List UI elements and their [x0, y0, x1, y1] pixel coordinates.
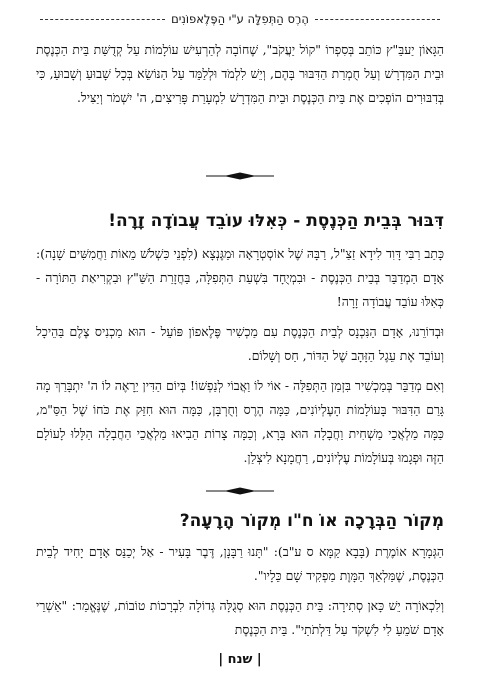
section-paragraph: וְלִכְאוֹרָה יֵשׁ כָּאן סְתִירָה: בֵּית הַכְּנֶסֶת הוּא סְגֻלָּה גְּדוֹלָה לִבְרָכוֹת טוֹבוֹת, שֶׁנֶּאֱמַר: "אַשְׁרֵי אָדָם שֹׁמֵעַ לִי לִשְׁקֹד עַל דַּלְתֹתַי". בֵּית הַכְּנֶסֶת: [36, 598, 444, 637]
section-divider-ornament: [0, 172, 480, 180]
section-paragraph: הַגְּמָרָא אוֹמֶרֶת (בָּבָא קַמָּא ס ע"ב): "תָּנוּ רַבָּנָן, דֶּבֶר בָּעִיר - אַל יְכַנֵּס אָדָם יָחִיד לְבֵית הַכְּנֶסֶת, שֶׁמַּלְאַךְ הַמָּוֶת מַפְקִיד שָׁם כֵּלָיו".: [36, 544, 444, 583]
page-number: | שנח |: [218, 652, 262, 667]
section-paragraph: וְאִם מְדַבֵּר בְּמַכְשִׁיר בִּזְמַן הַתְּפִלָּה - אוֹי לוֹ וַאֲבוֹי לְנַפְשׁוֹ! בְּיוֹם הַדִּין יֵרָאֶה לוֹ ה' יִתְבָּרַךְ מָה גָּרַם הַדִּבּוּר בָּעוֹלָמוֹת הָעֶלְיוֹנִים, כַּמָּה הֶרֶס וְחֻרְבָּן, כַּמָּה הוּא חִזֵּק אֶת כֹּחוֹ שֶׁל הַסַּ"מ, כַּמָּה מַלְאֲכֵי מַשְׁחִית וַחֲבָלָה הוּא בָּרָא, וְכַמָּה צָרוֹת הֵבִיאוּ מַלְאֲכֵי הַחֲבָלָה הַלָּלוּ לָעוֹלָם הַזֶּה וּפְגָמוּ בְּעוֹלָמוֹת עֶלְיוֹנִים, רַחֲמָנָא לִיצְלַן.: [36, 378, 444, 465]
section-paragraph: כָּתַב רַבִּי דָּוִד לִידָא זַצַ"ל, רַבָּהּ שֶׁל אוֹסְטְרָאָה וּמַגֶּנְצָא (לִפְנֵי כִּשְׁלֹשׁ מֵאוֹת וַחֲמִשִּׁים שָׁנָה): אָדָם הַמְדַבֵּר בְּבֵית הַכְּנֶסֶת - וּבִמְיֻחָד בִּשְׁעַת הַתְּפִלָּה, בַּחֲזָרַת הַשַּׁ"ץ וּבִקְרִיאַת הַתּוֹרָה - כְּאִלּוּ עוֹבֵד עֲבוֹדָה זָרָה!: [36, 246, 444, 309]
header-rule-right: [315, 19, 440, 20]
section-divider-ornament: [0, 487, 480, 495]
header-rule-left: [40, 19, 165, 20]
section-title: מְקוֹר הַבְּרָכָה אוֹ ח"ו מְקוֹר הָרָעָה?: [179, 511, 444, 531]
section-talking-in-synagogue: [36, 210, 444, 470]
section-source-of-blessing: [36, 510, 444, 642]
intro-paragraph: הַגָּאוֹן יַעבֵּ"ץ כּוֹתֵב בְּסִפְרוֹ "קוֹל יַעֲקֹב", שֶׁחוֹבָה לְהַרְעִישׁ עוֹלָמוֹת עַל קְדֻשַּׁת בֵּית הַכְּנֶסֶת וּבֵית הַמִּדְרָשׁ וְעַל חֻמְרַת הַדִּבּוּר בָּהֶם, וְיֵשׁ לִלְמֹד וּלְלַמֵּד עַל הַנּוֹשֵׂא בְּכָל שָׁבוּעַ וְשָׁבוּעַ, כִּי בְּדִבּוּרִים הוֹפְכִים אֶת בֵּית הַכְּנֶסֶת וּבֵית הַמִּדְרָשׁ לִמְעָרַת פָּרִיצִים, ה' יִשְׁמֹר וְיַצִּיל.: [36, 42, 444, 105]
section-title: דִּבּוּר בְּבֵית הַכְּנֶסֶת - כְּאִלּוּ עוֹבֵד עֲבוֹדָה זָרָה!: [108, 211, 444, 231]
running-header: [40, 10, 440, 28]
intro-section: [36, 38, 444, 110]
section-paragraph: וּבְדוֹרֵנוּ, אָדָם הַנִּכְנָס לְבֵית הַכְּנֶסֶת עִם מַכְשִׁיר פֶּלֶאפוֹן פּוֹעֵל - הוּא מַכְנִיס צֶלֶם בַּהֵיכָל וְעוֹבֵד אֶת עֵגֶל הַזָּהָב שֶׁל הַדּוֹר, חַס וְשָׁלוֹם.: [36, 324, 444, 363]
running-title: הֶרֶס הַתְּפִלָּה ע"י הַפֶּלֶאפוֹנִים: [171, 12, 309, 26]
